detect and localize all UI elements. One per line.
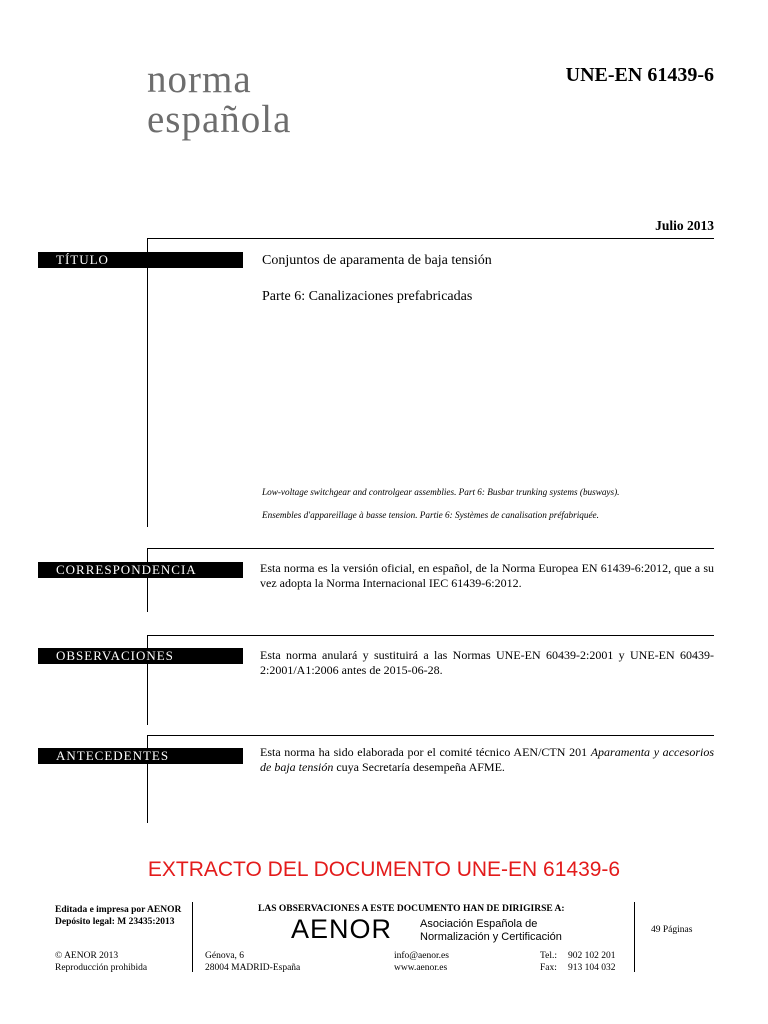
correspondencia-rule [147, 548, 714, 549]
observaciones-rule [147, 635, 714, 636]
observations-header: LAS OBSERVACIONES A ESTE DOCUMENTO HAN DE DIRIGIRSE A: [258, 904, 565, 914]
assoc-line2: Normalización y Certificación [420, 931, 562, 943]
committee-name: Aparamenta y accesorios de baja tensión [260, 745, 714, 774]
norma-line2: española [147, 98, 292, 141]
website-link[interactable]: www.aenor.es [394, 963, 448, 973]
address-city: 28004 MADRID-España [205, 963, 301, 973]
publication-date: Julio 2013 [655, 218, 714, 233]
aenor-logo: AENOR [291, 914, 393, 944]
fax-number: 913 104 032 [568, 963, 616, 973]
titulo-rule [147, 238, 714, 239]
title-spanish: Conjuntos de aparamenta de baja tensión [262, 253, 492, 268]
address-street: Génova, 6 [205, 951, 245, 961]
norma-espanola-title [147, 60, 291, 140]
fax-label: Fax: [540, 963, 557, 973]
extract-banner: EXTRACTO DEL DOCUMENTO UNE-EN 61439-6 [147, 858, 621, 881]
footer-divider-left [192, 902, 193, 972]
correspondencia-label: CORRESPONDENCIA [38, 562, 243, 578]
aenor-association-name [420, 918, 562, 944]
antecedentes-text-part2: cuya Secretaría desempeña AFME. [333, 760, 505, 774]
correspondencia-vertical-rule [147, 548, 148, 612]
antecedentes-text-part1: Esta norma ha sido elaborada por el comité técnico AEN/CTN 201 [260, 745, 591, 759]
legal-deposit: Depósito legal: M 23435:2013 [55, 917, 175, 927]
tel-number: 902 102 201 [568, 951, 616, 961]
assoc-line1: Asociación Española de [420, 918, 538, 930]
copyright: © AENOR 2013 [55, 951, 119, 961]
subtitle-spanish: Parte 6: Canalizaciones prefabricadas [262, 289, 473, 304]
correspondencia-text: Esta norma es la versión oficial, en español, de la Norma Europea EN 61439-6:2012, que a su vez adopta la Norma Internacional IEC 61439-6:2012. [260, 561, 714, 590]
titulo-vertical-rule [147, 238, 148, 527]
title-french: Ensembles d'appareillage à basse tension. Partie 6: Systèmes de canalisation préfabriquée. [262, 510, 599, 520]
antecedentes-label: ANTECEDENTES [38, 748, 243, 764]
antecedentes-rule [147, 735, 714, 736]
footer-divider-right [634, 902, 635, 972]
observaciones-text: Esta norma anulará y sustituirá a las Normas UNE-EN 60439-2:2001 y UNE-EN 60439-2:2001/A1:2006 antes de 2015-06-28. [260, 648, 714, 677]
email-link[interactable]: info@aenor.es [394, 951, 449, 961]
observaciones-label: OBSERVACIONES [38, 648, 243, 664]
standard-code: UNE-EN 61439-6 [565, 64, 714, 86]
antecedentes-text [260, 745, 714, 775]
reproduction-notice: Reproducción prohibida [55, 963, 148, 973]
tel-label: Tel.: [540, 951, 558, 961]
title-english: Low-voltage switchgear and controlgear assemblies. Part 6: Busbar trunking systems (busways). [262, 487, 620, 497]
norma-line1: norma [147, 58, 252, 101]
page-count: 49 Páginas [651, 925, 693, 935]
titulo-label: TÍTULO [38, 252, 243, 268]
edited-by: Editada e impresa por AENOR [55, 905, 182, 915]
